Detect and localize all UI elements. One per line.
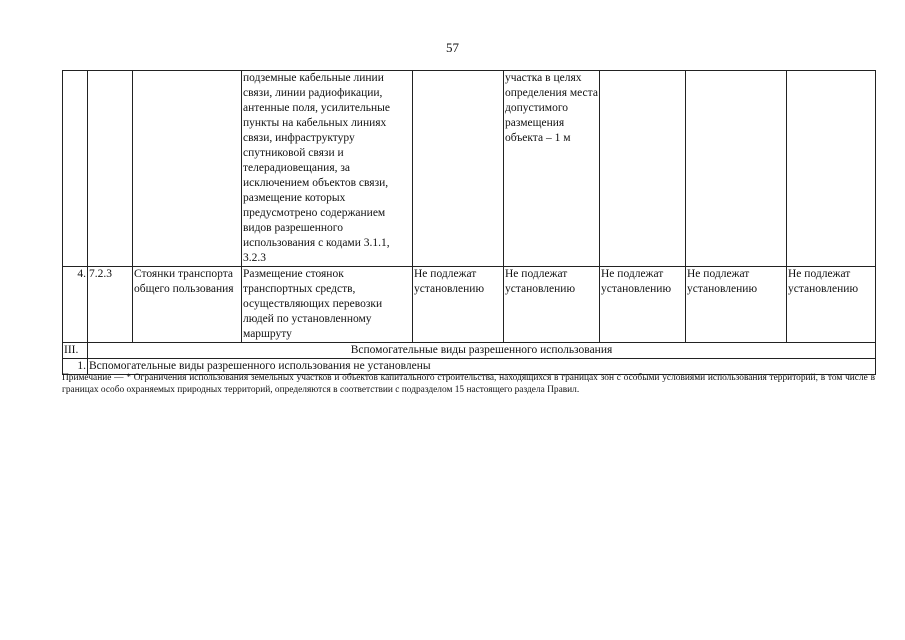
cell-description-continuation: подземные кабельные линии связи, линии радиофикации, антенные поля, усилительные пункты на кабельных линиях связи, инфраструктуру спутниковой связи и телерадиовещания, за исключением объектов связи, размещение которых предусмотрено содержанием видов разрешенного использования с кодами 3.1.1, 3.2.3 bbox=[242, 71, 413, 267]
row-number: 1. bbox=[63, 359, 88, 375]
cell-empty bbox=[787, 71, 876, 267]
use-description: Размещение стоянок транспортных средств, осуществляющих перевозки людей по установленному маршруту bbox=[242, 267, 413, 343]
section-header-row bbox=[63, 343, 876, 359]
use-name: Стоянки транспорта общего пользования bbox=[133, 267, 242, 343]
cell-parameter-continuation: участка в целях определения места допустимого размещения объекта – 1 м bbox=[504, 71, 600, 267]
cell-empty bbox=[413, 71, 504, 267]
cell-empty bbox=[63, 71, 88, 267]
section-title: Вспомогательные виды разрешенного использования bbox=[88, 343, 876, 359]
cell-empty bbox=[600, 71, 686, 267]
row-number: 4. bbox=[63, 267, 88, 343]
parameter-cell: Не подлежат установлению bbox=[504, 267, 600, 343]
section-number: III. bbox=[63, 343, 88, 359]
parameter-cell: Не подлежат установлению bbox=[686, 267, 787, 343]
page-number: 57 bbox=[446, 40, 459, 55]
footnote: Примечание — * Ограничения использования земельных участков и объектов капитального строительства, находящихся в границах зон с особыми условиями использования территорий, в том числе в границах особо охраняемых природных территорий, определяются в соответствии с подразделом 15 настоящего раздела Правил. bbox=[62, 373, 875, 395]
parameter-cell: Не подлежат установлению bbox=[787, 267, 876, 343]
parameter-cell: Не подлежат установлению bbox=[600, 267, 686, 343]
cell-empty bbox=[686, 71, 787, 267]
auxiliary-uses-text: Вспомогательные виды разрешенного использования не установлены bbox=[88, 359, 876, 375]
table-row-continuation bbox=[63, 71, 876, 267]
permitted-use-table bbox=[62, 70, 876, 375]
table-row-4 bbox=[63, 267, 876, 343]
use-code: 7.2.3 bbox=[88, 267, 133, 343]
cell-empty bbox=[133, 71, 242, 267]
parameter-cell: Не подлежат установлению bbox=[413, 267, 504, 343]
cell-empty bbox=[88, 71, 133, 267]
